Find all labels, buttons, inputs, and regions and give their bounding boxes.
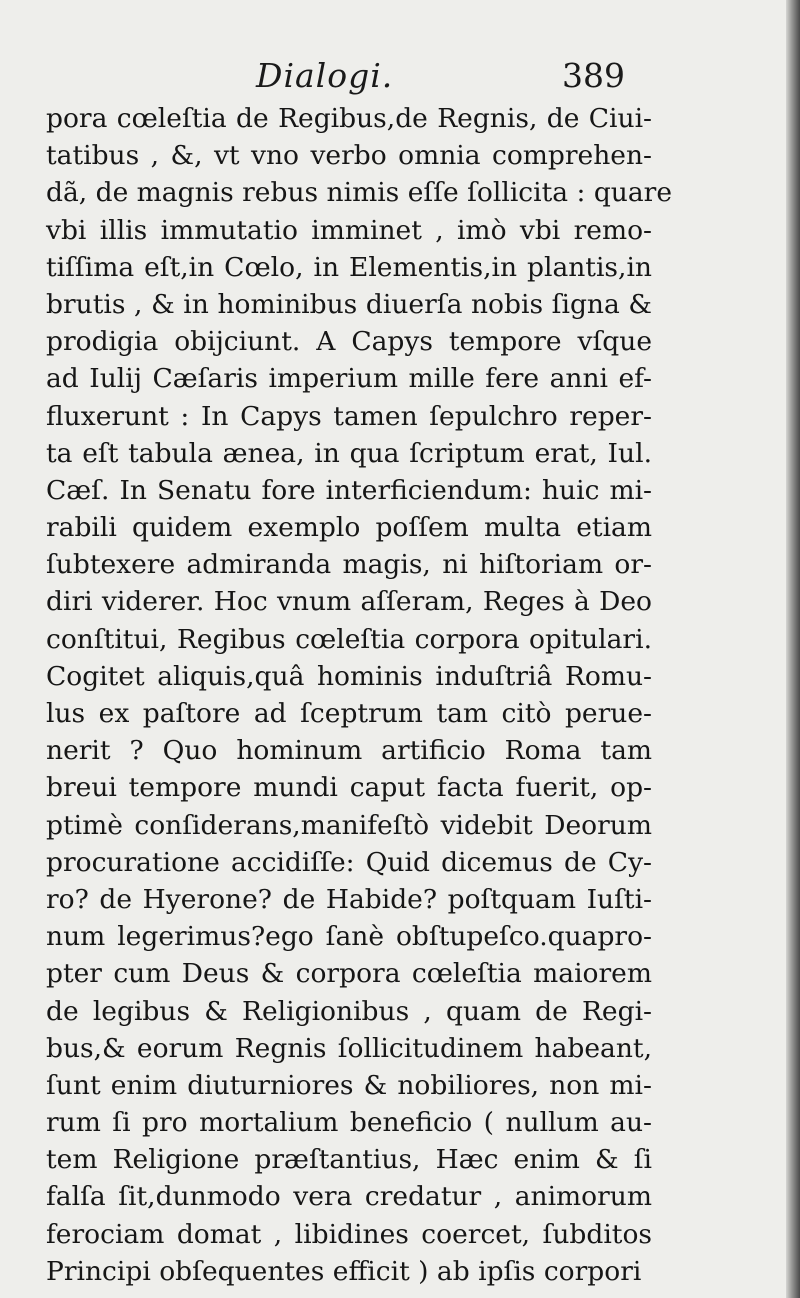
page-header [0, 56, 800, 106]
text-line: ſubtexere admiranda magis, ni hiſtoriam or- [46, 549, 652, 581]
text-line: ſunt enim diuturniores & nobiliores, non mi- [46, 1069, 652, 1101]
text-line: bus,& eorum Regnis ſollicitudinem habeant, [46, 1032, 652, 1064]
text-line: brutis , & in hominibus diuerſa nobis ſigna & [46, 288, 652, 320]
text-line: dã, de magnis rebus nimis eſſe ſollicita : quare [46, 177, 673, 209]
text-line: ptimè conſiderans,manifeſtò videbit Deorum [46, 809, 652, 841]
text-line: rum ſi pro mortalium beneficio ( nullum au- [46, 1107, 652, 1139]
text-line: fluxerunt : In Capys tamen ſepulchro reper- [46, 400, 652, 432]
body-text [46, 100, 673, 1290]
text-line: pter cum Deus & corpora cœleſtia maiorem [46, 958, 652, 990]
text-line: Principi obſequentes efficit ) ab ipſis corpori [46, 1255, 642, 1287]
text-line: tem Religione præſtantius, Hæc enim & ſi [46, 1144, 652, 1176]
text-line: tatibus , &, vt vno verbo omnia comprehen- [46, 140, 652, 172]
text-line: ad Iulij Cæſaris imperium mille fere anni ef- [46, 363, 652, 395]
text-line: tiſſima eſt,in Cœlo, in Elementis,in plantis,in [46, 251, 652, 283]
text-line: diri viderer. Hoc vnum aſſeram, Reges à Deo [46, 586, 652, 618]
text-line: lus ex paſtore ad ſceptrum tam citò perue- [46, 698, 652, 729]
text-line: vbi illis immutatio imminet , imò vbi remo- [46, 214, 652, 246]
text-line: falſa ſit,dunmodo vera credatur , animorum [46, 1181, 652, 1213]
text-line: num legerimus?ego ſanè obſtupeſco.quapro- [46, 921, 652, 953]
text-line: Cogitet aliquis,quâ hominis induſtriâ Romu- [46, 660, 652, 692]
text-line: Cæſ. In Senatu fore interficiendum: huic mi- [46, 474, 652, 506]
text-line: rabili quidem exemplo poſſem multa etiam [46, 512, 652, 544]
page-number: 389 [562, 56, 625, 95]
text-line: nerit ? Quo hominum artificio Roma tam [46, 735, 652, 767]
text-line: breui tempore mundi caput facta fuerit, op- [46, 772, 652, 804]
text-line: pora cœleſtia de Regibus,de Regnis, de Ciui- [46, 103, 652, 134]
text-line: ro? de Hyerone? de Habide? poſtquam Iuſti- [46, 883, 652, 915]
text-line: ta eſt tabula ænea, in qua ſcriptum erat, Iul. [46, 437, 652, 469]
text-line: conſtitui, Regibus cœleſtia corpora opitulari. [46, 623, 652, 655]
text-line: de legibus & Religionibus , quam de Regi- [46, 995, 652, 1027]
text-line: ferociam domat , libidines coercet, ſubditos [46, 1218, 652, 1250]
text-line: procuratione accidiſſe: Quid dicemus de Cy- [46, 846, 652, 878]
running-head: Dialogi. [256, 56, 394, 95]
text-line: prodigia obijciunt. A Capys tempore vſque [46, 326, 652, 358]
page-edge-shadow [786, 0, 800, 1298]
